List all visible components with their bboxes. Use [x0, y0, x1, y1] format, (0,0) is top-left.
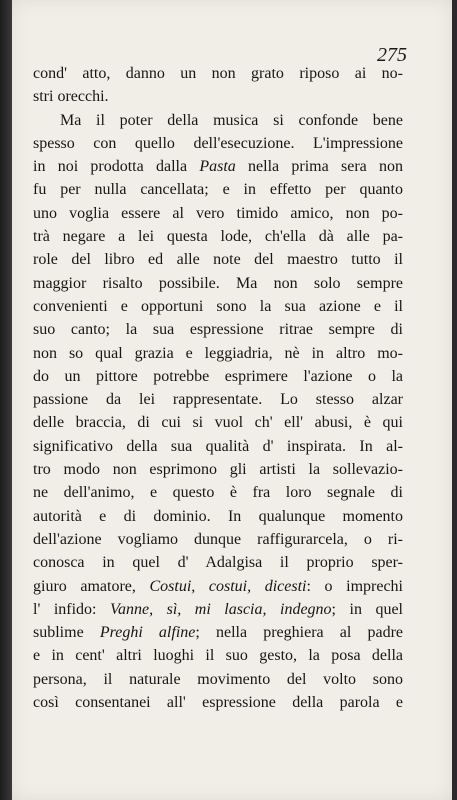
text-run: nella prima sera non: [235, 158, 403, 176]
text-run: giuro amatore,: [33, 577, 150, 595]
text-line: così consentanei all' espressione della parola e: [33, 694, 403, 712]
text-run: sublime: [33, 624, 100, 642]
text-line: [33, 598, 403, 621]
text-line: do un pittore potrebbe esprimere l'azione o la: [33, 367, 403, 385]
text-line: cond' atto, danno un non grato riposo ai no-: [33, 65, 403, 82]
body-text: [33, 62, 403, 714]
text-line: Ma il poter della musica si confonde bene: [60, 111, 403, 129]
text-line: passione da lei rappresentate. Lo stesso alzar: [33, 391, 403, 409]
text-line: uno voglia essere al vero timido amico, non po-: [33, 204, 403, 222]
text-line: spesso con quello dell'esecuzione. L'impressione: [33, 134, 403, 152]
text-line: [33, 155, 403, 178]
text-line: stri orecchi.: [33, 88, 109, 106]
text-run: ; nella preghiera al padre: [195, 624, 404, 642]
text-line: fu per nulla cancellata; e in effetto per quanto: [33, 181, 403, 199]
text-run: l' infido:: [33, 600, 110, 618]
text-line: [33, 575, 403, 598]
italic-quote: Costui, costui, dicesti: [149, 577, 307, 595]
text-line: persona, il naturale movimento del volto sono: [33, 670, 403, 688]
text-line: convenienti e opportuni sono la sua azione e il: [33, 297, 403, 315]
text-run: in noi prodotta dalla: [33, 158, 200, 176]
text-line: role del libro ed alle note del maestro tutto il: [33, 251, 403, 269]
text-run: : o imprechi: [306, 577, 403, 595]
italic-quote: Pasta: [199, 158, 236, 176]
text-line: [33, 621, 403, 644]
book-spine-shadow: [0, 0, 12, 800]
text-line: significativo della sua qualità d' inspirata. In al-: [33, 437, 403, 455]
text-line: autorità e di dominio. In qualunque momento: [33, 507, 403, 525]
text-line: trà negare a lei questa lode, ch'ella dà alle pa-: [33, 228, 403, 246]
text-line: suo canto; la sua espressione ritrae sempre di: [33, 321, 403, 339]
text-line: ne dell'animo, e questo è fra loro segnale di: [33, 484, 403, 502]
page-number: 275: [377, 44, 407, 66]
text-line: conosca in quel d' Adalgisa il proprio sper-: [33, 554, 403, 572]
italic-quote: Preghi alfine: [99, 624, 196, 642]
book-page: [12, 0, 452, 800]
text-line: non so qual grazia e leggiadria, nè in altro mo-: [33, 344, 403, 362]
text-line: maggior risalto possibile. Ma non solo sempre: [33, 274, 403, 292]
italic-quote: Vanne, sì, mi lascia, indegno: [110, 600, 332, 618]
text-run: ; in quel: [331, 600, 403, 618]
text-line: dell'azione vogliamo dunque raffigurarcela, o ri-: [33, 530, 403, 548]
text-line: delle braccia, di cui si vuol ch' ell' abusi, è qui: [33, 414, 403, 432]
text-line: e in cent' altri luoghi il suo gesto, la posa della: [33, 647, 403, 665]
text-line: tro modo non esprimono gli artisti la sollevazio-: [33, 461, 403, 479]
